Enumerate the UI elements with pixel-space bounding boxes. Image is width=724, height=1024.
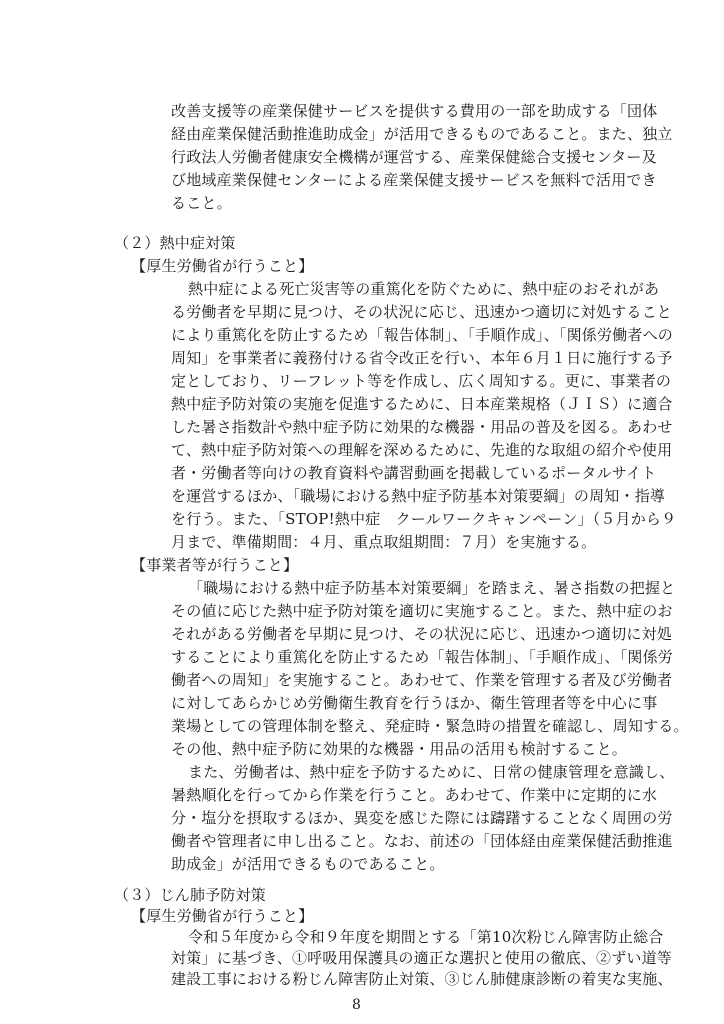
section-2-employer-line: 働者への周知」を実施すること。あわせて、作業を管理する者及び労働者 bbox=[171, 671, 673, 689]
section-2-employer-line: 「職場における熱中症予防基本対策要綱」を踏まえ、暑さ指数の把握と bbox=[188, 579, 676, 597]
section-2-mhlw-line: 定としており、リーフレット等を作成し、広く周知する。更に、事業者の bbox=[171, 372, 672, 390]
section-2-employer-line: 分・塩分を摂取するほか、異変を感じた際には躊躇することなく周囲の労 bbox=[171, 809, 673, 827]
section-2-employer-line: することにより重篤化を防止するため「報告体制」、「手順作成」、「関係労 bbox=[171, 648, 674, 666]
section-2-title: （２）熱中症対策 bbox=[114, 234, 236, 252]
section-2-employer-line: に対してあらかじめ労働衛生教育を行うほか、衛生管理者等を中心に事 bbox=[171, 694, 658, 712]
intro-line-2: 経由産業保健活動推進助成金」が活用できるものであること。また、独立 bbox=[171, 125, 673, 143]
page-number: 8 bbox=[352, 997, 361, 1013]
intro-line-1: 改善支援等の産業保健サービスを提供する費用の一部を助成する「団体 bbox=[171, 102, 658, 120]
section-2-mhlw-line: 月まで、準備期間：４月、重点取組期間：７月）を実施する。 bbox=[171, 533, 597, 551]
section-2-employer-line: 業場としての管理体制を整え、発症時・緊急時の措置を確認し、周知する。 bbox=[171, 717, 689, 735]
section-2-employer-line: それがある労働者を早期に見つけ、その状況に応じ、迅速かつ適切に対処 bbox=[171, 625, 673, 643]
section-3-mhlw-line: 令和５年度から令和９年度を期間とする「第10次粉じん障害防止総合 bbox=[188, 928, 664, 946]
section-2-employer-line: 助成金」が活用できるものであること。 bbox=[171, 855, 445, 873]
section-2-employer-heading: 【事業者等が行うこと】 bbox=[131, 556, 299, 574]
intro-line-5: ること。 bbox=[171, 194, 232, 212]
section-2-mhlw-line: 者・労働者等向けの教育資料や講習動画を掲載しているポータルサイト bbox=[171, 464, 657, 482]
section-2-mhlw-heading: 【厚生労働省が行うこと】 bbox=[131, 257, 314, 275]
section-2-mhlw-line: により重篤化を防止するため「報告体制」、「手順作成」、「関係労働者への bbox=[171, 326, 674, 344]
section-2-mhlw-line: る労働者を早期に見つけ、その状況に応じ、迅速かつ適切に対処すること bbox=[171, 303, 673, 321]
section-2-mhlw-line: 熱中症予防対策の実施を促進するために、日本産業規格（ＪＩＳ）に適合 bbox=[171, 395, 673, 413]
section-2-mhlw-line: した暑さ指数計や熱中症予防に効果的な機器・用品の普及を図る。あわせ bbox=[171, 418, 673, 436]
section-2-mhlw-line: 熱中症による死亡災害等の重篤化を防ぐために、熱中症のおそれがあ bbox=[188, 280, 660, 298]
section-2-mhlw-line: を行う。また、「STOP!熱中症 クールワークキャンペーン」（５月から９ bbox=[171, 510, 677, 528]
section-3-title: （３）じん肺予防対策 bbox=[114, 886, 267, 904]
section-3-mhlw-line: 建設工事における粉じん障害防止対策、③じん肺健康診断の着実な実施、 bbox=[171, 970, 673, 988]
section-3-mhlw-line: 対策」に基づき、①呼吸用保護具の適正な選択と使用の徹底、②ずい道等 bbox=[171, 949, 673, 967]
intro-line-4: び地域産業保健センターによる産業保健支援サービスを無料で活用でき bbox=[171, 171, 657, 189]
section-2-mhlw-line: 周知」を事業者に義務付ける省令改正を行い、本年６月１日に施行する予 bbox=[171, 349, 673, 367]
section-2-employer-line: その他、熱中症予防に効果的な機器・用品の活用も検討すること。 bbox=[171, 740, 628, 758]
section-2-mhlw-line: を運営するほか、「職場における熱中症予防基本対策要綱」の周知・指導 bbox=[171, 487, 666, 505]
section-2-employer-line: また、労働者は、熱中症を予防するために、日常の健康管理を意識し、 bbox=[188, 763, 675, 781]
section-2-employer-line: 暑熱順化を行ってから作業を行うこと。あわせて、作業中に定期的に水 bbox=[171, 786, 658, 804]
section-3-mhlw-heading: 【厚生労働省が行うこと】 bbox=[131, 907, 314, 925]
intro-line-3: 行政法人労働者健康安全機構が運営する、産業保健総合支援センター及 bbox=[171, 148, 657, 166]
section-2-employer-line: 働者や管理者に申し出ること。なお、前述の「団体経由産業保健活動推進 bbox=[171, 832, 673, 850]
section-2-employer-line: その値に応じた熱中症予防対策を適切に実施すること。また、熱中症のお bbox=[171, 602, 673, 620]
section-2-mhlw-line: て、熱中症予防対策への理解を深めるために、先進的な取組の紹介や使用 bbox=[171, 441, 673, 459]
